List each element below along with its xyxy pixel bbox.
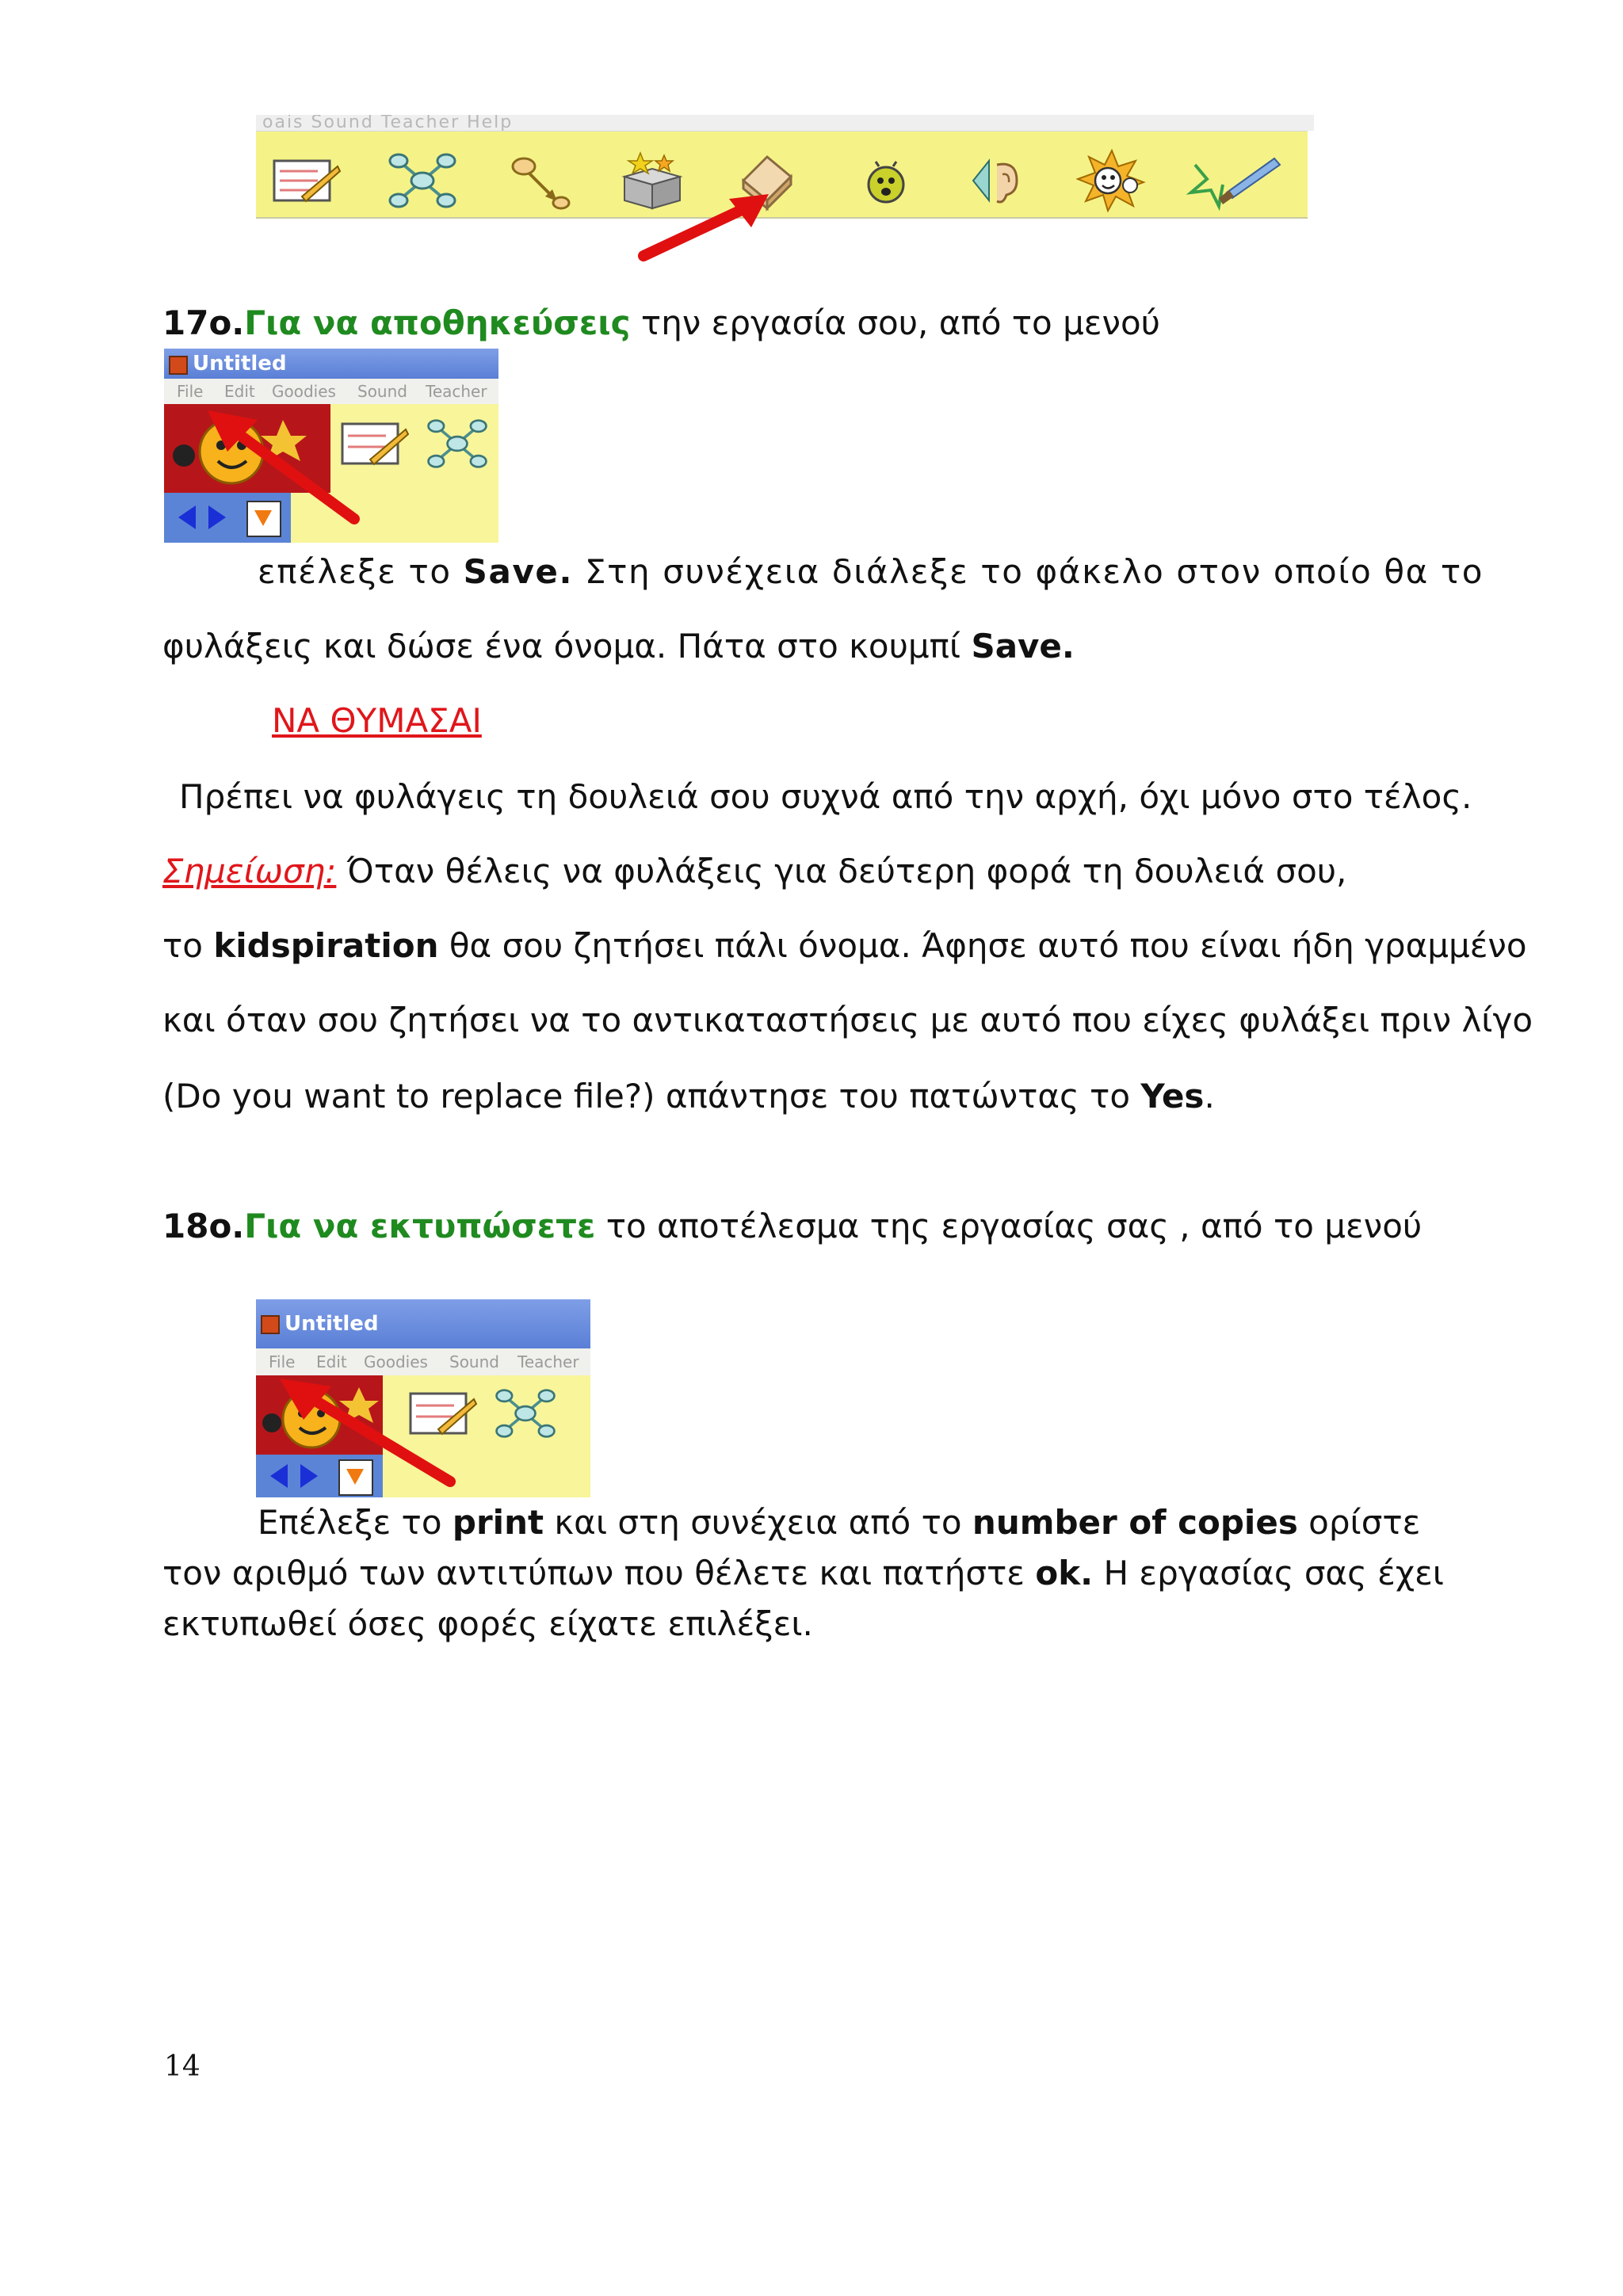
listen-icon[interactable] [965,149,1037,212]
step18-heading: 18ο.Για να εκτυπώσετε το αποτέλεσμα της εργασίας σας , από το μενού [162,1207,1423,1245]
menu-teacher[interactable]: Teacher [517,1352,579,1371]
kidspiration-window-save [164,349,498,543]
back-arrow-icon[interactable] [178,505,196,529]
window-title: Untitled [285,1312,379,1336]
note-line4: (Do you want to replace file?) απάντησε του πατώντας το Yes. [162,1077,1215,1116]
red-arrow-pointer [196,396,370,531]
note-line2: το kidspiration θα σου ζητήσει πάλι όνομα. Άφησε αυτό που είναι ήδη γραμμένο [162,926,1527,965]
menu-edit[interactable]: Edit [316,1352,347,1371]
map-icon[interactable] [387,149,458,212]
kidspiration-window-print [256,1299,590,1497]
map-icon[interactable] [494,1382,557,1445]
red-arrow-pointer [272,1371,462,1497]
menu-sound[interactable]: Sound [357,382,407,401]
window-titlebar [256,1299,590,1348]
map-icon[interactable] [426,412,489,475]
remember-text: Πρέπει να φυλάγεις τη δουλειά σου συχνά από την αρχή, όχι μόνο στο τέλος. [179,777,1472,816]
menu-goodies[interactable]: Goodies [364,1352,428,1371]
app-icon [169,356,188,375]
page-number: 14 [164,2050,200,2083]
note-line3: και όταν σου ζητήσει να το αντικαταστήσεις με αυτό που είχες φυλάξει πριν λίγο [162,1001,1533,1039]
step17-line2: φυλάξεις και δώσε ένα όνομα. Πάτα στο κουμπί Save. [162,627,1075,666]
step18-line2: τον αριθμό των αντιτύπων που θέλετε και πατήστε ok. Η εργασίας σας έχει [162,1554,1444,1592]
step18-line1: Επέλεξε το print και στη συνέχεια από το number of copies ορίστε [258,1503,1421,1542]
top-toolbar-screenshot [256,115,1308,218]
menu-bar-fragment: oais Sound Teacher Help [256,115,1314,131]
remember-title: ΝΑ ΘΥΜΑΣΑΙ [272,701,482,740]
menu-file[interactable]: File [177,382,204,401]
step17-line1: επέλεξε το Save. Στη συνέχεια διάλεξε το φάκελο στον οποίο θα το [258,552,1484,591]
note-line1: Σημείωση: Όταν θέλεις να φυλάξεις για δεύτερη φορά τη δουλειά σου, [162,852,1347,891]
fun-face-icon[interactable] [1076,149,1148,212]
menu-edit[interactable]: Edit [224,382,255,401]
picture-view-icon[interactable] [270,149,342,212]
menu-goodies[interactable]: Goodies [272,382,336,401]
sound-icon[interactable] [850,149,922,212]
menu-file[interactable]: File [269,1352,296,1371]
step18-line3: εκτυπωθεί όσες φορές είχατε επιλέξει. [162,1604,813,1643]
window-title: Untitled [193,352,287,376]
note-label: Σημείωση: [162,852,337,891]
menu-sound[interactable]: Sound [449,1352,499,1371]
step17-heading: 17ο.Για να αποθηκεύσεις την εργασία σου, από το μενού [162,303,1160,342]
toolbar-strip [256,131,1308,219]
paint-brush-icon[interactable] [1183,149,1286,212]
step17-heading-green: Για να αποθηκεύσεις [244,303,631,342]
app-icon [261,1315,280,1334]
link-icon[interactable] [502,149,573,212]
red-arrow-pointer [634,186,777,265]
window-titlebar [164,349,498,379]
step18-heading-green: Για να εκτυπώσετε [244,1207,596,1245]
menu-teacher[interactable]: Teacher [426,382,487,401]
